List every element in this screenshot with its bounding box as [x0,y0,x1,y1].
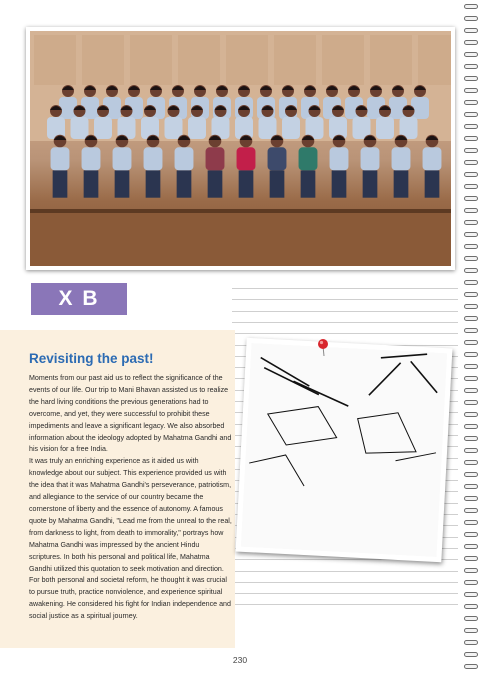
ruled-line [232,582,458,583]
binding-ring [464,4,478,9]
ruled-line [232,322,458,323]
binding-ring [464,616,478,621]
binding-ring [464,376,478,381]
push-pin-icon [316,337,330,357]
binding-ring [464,220,478,225]
binding-ring [464,196,478,201]
binding-ring [464,40,478,45]
ruled-line [232,604,458,605]
binding-ring [464,28,478,33]
binding-ring [464,424,478,429]
article-heading: Revisiting the past! [29,351,154,366]
binding-ring [464,472,478,477]
binding-ring [464,388,478,393]
spiral-binding [462,4,480,676]
binding-ring [464,184,478,189]
binding-ring [464,244,478,249]
binding-ring [464,136,478,141]
binding-ring [464,400,478,405]
binding-ring [464,148,478,153]
binding-ring [464,64,478,69]
binding-ring [464,232,478,237]
ruled-line [232,571,458,572]
binding-ring [464,328,478,333]
article-body [29,373,233,623]
binding-ring [464,208,478,213]
page-number: 230 [232,655,248,665]
binding-ring [464,604,478,609]
sketch-illustration [241,343,447,557]
binding-ring [464,124,478,129]
binding-ring [464,640,478,645]
sketch-photo [236,338,453,562]
binding-ring [464,100,478,105]
binding-ring [464,544,478,549]
binding-ring [464,448,478,453]
binding-ring [464,160,478,165]
binding-ring [464,484,478,489]
binding-ring [464,592,478,597]
binding-ring [464,496,478,501]
binding-ring [464,280,478,285]
binding-ring [464,436,478,441]
binding-ring [464,520,478,525]
binding-ring [464,88,478,93]
binding-ring [464,556,478,561]
ruled-line [232,311,458,312]
binding-ring [464,460,478,465]
ruled-line [232,288,458,289]
binding-ring [464,352,478,357]
binding-ring [464,340,478,345]
binding-ring [464,172,478,177]
binding-ring [464,16,478,21]
binding-ring [464,112,478,117]
binding-ring [464,364,478,369]
binding-ring [464,292,478,297]
binding-ring [464,256,478,261]
binding-ring [464,508,478,513]
article-paragraph-2: It was truly an enriching experience as it aided us with knowledge about our subject. This experience provided us with the idea that it was Mahatma Gandhi's perseverance, patriotism, and allegiance to the service of our country became the cornerstone of liberty and the essence of autonomy. A famous quote by Mahatma Gandhi, "Lead me from the unreal to the real, from darkness to light, from death to immorality," portrays how Mahatma Gandhi was impressed by the ancient Hindu scriptures. In both his personal and political life, Mahatma Gandhi utilized this quotation to seek motivation and direction. For both personal and societal reform, he thought it was crucial to pursue truth, practice nonviolence, and experience spiritual awakening. He considered his fight for Indian independence and social justice as a spiritual journey. [29,457,232,621]
binding-ring [464,628,478,633]
binding-ring [464,268,478,273]
binding-ring [464,532,478,537]
binding-ring [464,580,478,585]
binding-ring [464,52,478,57]
ruled-line [232,593,458,594]
binding-ring [464,412,478,417]
group-photo-image [30,31,451,266]
binding-ring [464,76,478,81]
binding-ring [464,568,478,573]
ruled-line [232,299,458,300]
class-group-photo [26,27,455,270]
article-paragraph-1: Moments from our past aid us to reflect the significance of the events of our life. Our trip to Mani Bhavan assisted us to realize the hard living conditions the previous generations had to overcome, and yet, they were successful to prohibit these impediments and leave a significant legacy. We also absorbed information about the ideology adopted by Mahatma Gandhi and his vision for a free India. [29,374,232,454]
binding-ring [464,316,478,321]
binding-ring [464,304,478,309]
ruled-line [232,333,458,334]
class-label-badge: X B [31,283,127,315]
